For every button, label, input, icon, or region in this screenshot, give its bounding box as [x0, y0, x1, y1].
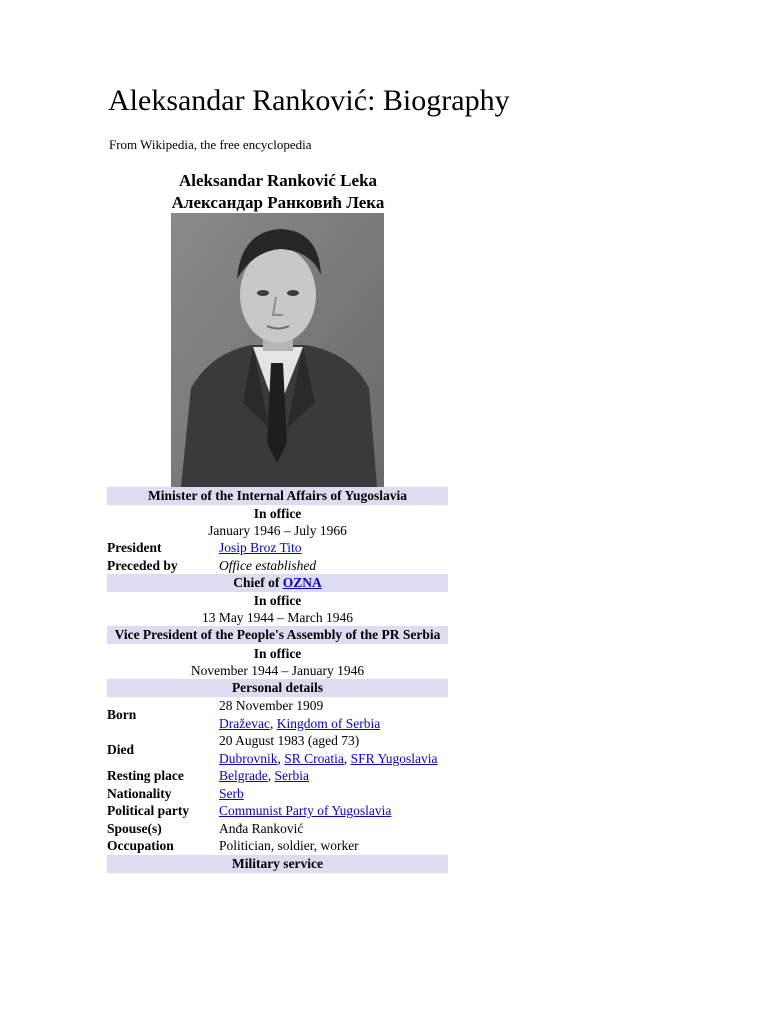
vice-president-term: November 1944 – January 1946 — [190, 663, 365, 678]
died-place-link-2[interactable]: SR Croatia — [284, 750, 344, 766]
minister-in-office: In office — [253, 506, 302, 521]
preceded-by-row — [107, 557, 448, 575]
ozna-term: 13 May 1944 – March 1946 — [201, 610, 354, 625]
resting-place-label: Resting place — [107, 768, 184, 783]
preceded-by-label: Preceded by — [107, 557, 178, 573]
born-place-link-1[interactable]: Draževac — [219, 715, 270, 731]
nationality-label: Nationality — [107, 785, 172, 801]
vice-president-in-office: In office — [253, 646, 302, 661]
president-label: President — [107, 540, 162, 555]
personal-details-header: Personal details — [107, 679, 448, 697]
portrait-photo — [171, 213, 384, 487]
minister-header: Minister of the Internal Affairs of Yugoslavia — [107, 487, 448, 505]
page-title: Aleksandar Ranković: Biography — [108, 84, 510, 117]
ozna-link[interactable]: OZNA — [282, 575, 322, 590]
minister-term: January 1946 – July 1966 — [208, 523, 347, 538]
born-row: Born 28 November 1909 Draževac, Kingdom of Serbia — [107, 698, 381, 731]
nationality-row — [107, 785, 448, 803]
resting-place-row: Resting place Belgrade, Serbia — [107, 768, 309, 783]
ozna-header-prefix: Chief of — [233, 575, 283, 590]
born-date: 28 November 1909 — [219, 698, 324, 713]
died-date: 20 August 1983 (aged 73) — [219, 733, 360, 748]
president-link[interactable]: Josip Broz Tito — [219, 540, 302, 555]
nationality-link[interactable]: Serb — [219, 785, 244, 801]
occupation-row — [107, 837, 448, 855]
occupation-value: Politician, soldier, worker — [219, 838, 359, 853]
infobox — [107, 487, 448, 873]
died-label: Died — [107, 741, 134, 757]
resting-place-link-2[interactable]: Serbia — [274, 768, 309, 783]
ozna-in-office: In office — [253, 593, 302, 608]
president-row — [107, 539, 448, 557]
political-party-label: Political party — [107, 803, 190, 818]
infobox-name-latin: Aleksandar Ranković Leka — [178, 171, 378, 190]
occupation-label: Occupation — [107, 838, 174, 853]
died-row: Died 20 August 1983 (aged 73) Dubrovnik, SR Croatia, SFR Yugoslavia — [107, 733, 438, 766]
page-subtitle: From Wikipedia, the free encyclopedia — [109, 137, 312, 152]
preceded-by-value: Office established — [219, 557, 317, 573]
infobox-name-cyrillic: Александар Ранковић Лека — [171, 193, 385, 212]
vice-president-header: Vice President of the People's Assembly of the PR Serbia — [107, 626, 448, 644]
political-party-link[interactable]: Communist Party of Yugoslavia — [219, 803, 392, 818]
died-place-link-1[interactable]: Dubrovnik — [219, 750, 278, 766]
died-place-link-3[interactable]: SFR Yugoslavia — [350, 750, 438, 766]
ozna-header — [107, 574, 448, 592]
spouse-value: Anđa Ranković — [219, 820, 304, 836]
born-label: Born — [107, 706, 137, 722]
political-party-row — [107, 802, 448, 820]
resting-place-link-1[interactable]: Belgrade — [219, 768, 268, 783]
born-place-link-2[interactable]: Kingdom of Serbia — [276, 715, 381, 731]
spouse-row — [107, 820, 448, 838]
spouse-label: Spouse(s) — [107, 820, 162, 836]
military-service-header: Military service — [107, 855, 448, 873]
